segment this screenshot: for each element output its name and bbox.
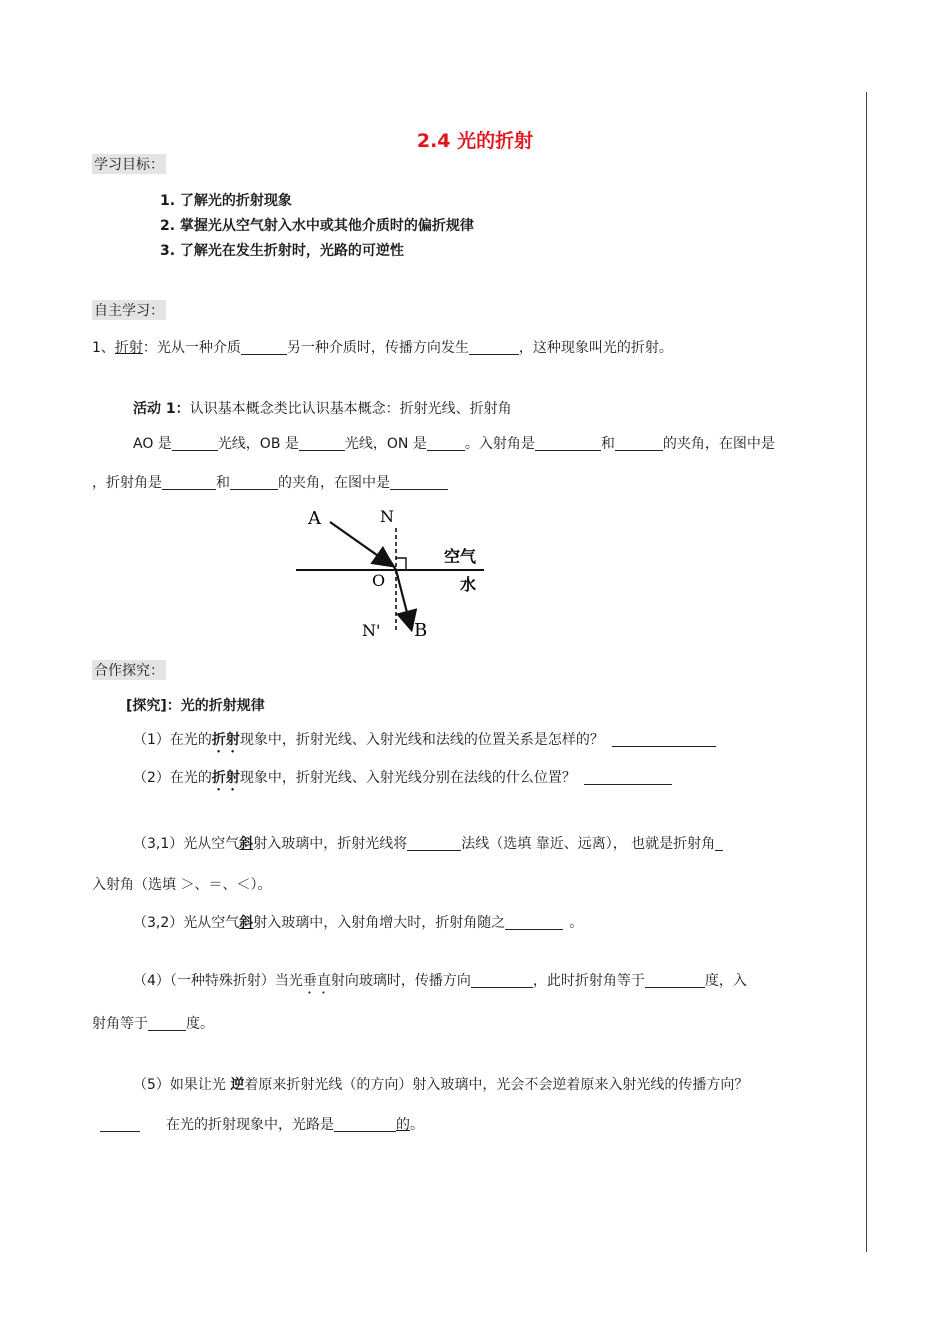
blank-refract-angle-2[interactable] — [230, 475, 278, 490]
blank-coop-q5-2[interactable] — [334, 1117, 396, 1132]
blank-coop-q4-1[interactable] — [471, 973, 533, 988]
cq4-a: （4）（一种特殊折射）当光 — [133, 973, 303, 989]
coop-subheading: [探究]：光的折射规律 — [126, 698, 265, 714]
cq1-term: 折射 — [211, 732, 240, 748]
label-b: B — [414, 620, 428, 641]
blank-coop-q5-1[interactable] — [100, 1117, 140, 1132]
margin-line — [866, 92, 867, 1252]
activity-1 — [133, 398, 512, 418]
cq31-term: 斜 — [239, 836, 254, 852]
line1-f: 的夹角，在图中是 — [662, 436, 775, 452]
blank-refracted-ray[interactable] — [299, 436, 345, 451]
blank-coop-q31-1[interactable] — [407, 836, 461, 851]
cq5-c: 在光的折射现象中，光路是 — [166, 1117, 334, 1133]
blank-coop-q31-2[interactable] — [715, 836, 723, 851]
blank-incident-ray[interactable] — [172, 436, 218, 451]
cq5-term: 逆 — [230, 1077, 245, 1093]
blank-refract-angle-1[interactable] — [162, 475, 216, 490]
self-study-q1 — [92, 337, 673, 357]
coop-q4-line1 — [133, 970, 747, 997]
blank-refract-angle-figure[interactable] — [390, 475, 448, 490]
blank-q1-2[interactable] — [469, 340, 519, 355]
coop-q31-line2: 入射角（选填 ＞、＝、＜）。 — [92, 877, 272, 893]
blank-q1-1[interactable] — [241, 340, 287, 355]
coop-q4-line2 — [92, 1013, 214, 1033]
cq32-b: 射入玻璃中，入射角增大时，折射角随之 — [253, 915, 506, 931]
line2-a: ，折射角是 — [92, 475, 162, 491]
goal-item-1: 1. 了解光的折射现象 — [160, 193, 292, 209]
blank-coop-q2[interactable] — [584, 770, 672, 785]
label-water: 水 — [460, 575, 477, 594]
cq4-e: 射角等于 — [92, 1016, 148, 1032]
blank-incident-angle-2[interactable] — [615, 436, 663, 451]
right-angle-mark — [396, 558, 406, 570]
line1-a: AO 是 — [133, 436, 172, 452]
cq2-a: （2）在光的 — [133, 770, 212, 786]
blank-normal[interactable] — [427, 436, 465, 451]
q1-text-c: ，这种现象叫光的折射。 — [518, 340, 673, 356]
cq2-term: 折射 — [211, 770, 240, 786]
cq31-b: 射入玻璃中，折射光线将 — [253, 836, 408, 852]
coop-heading: 合作探究： — [92, 660, 166, 680]
cq4-b: 射向玻璃时，传播方向 — [330, 973, 471, 989]
blank-coop-q4-3[interactable] — [148, 1016, 186, 1031]
label-n: N — [380, 507, 394, 526]
cq4-c: ，此时折射角等于 — [532, 973, 645, 989]
cq5-a: （5）如果让光 — [133, 1077, 231, 1093]
line1-d: 。入射角是 — [464, 436, 535, 452]
goal-item-2: 2. 掌握光从空气射入水中或其他介质时的偏折规律 — [160, 218, 474, 234]
cq2-b: 现象中，折射光线、入射光线分别在法线的什么位置？ — [239, 770, 576, 786]
cq4-term: 垂直 — [302, 973, 331, 989]
cq1-b: 现象中，折射光线、入射光线和法线的位置关系是怎样的？ — [239, 732, 604, 748]
concept-line-2 — [92, 472, 448, 492]
cq4-f: 度。 — [186, 1016, 214, 1032]
concept-line-1 — [133, 433, 775, 453]
line1-b: 光线，OB 是 — [217, 436, 299, 452]
cq5-e: 。 — [410, 1117, 424, 1133]
q1-text-a: ：光从一种介质 — [142, 340, 241, 356]
coop-q5-line2 — [100, 1114, 424, 1134]
refracted-ray — [396, 570, 411, 628]
line1-c: 光线，ON 是 — [344, 436, 427, 452]
cq32-a: （3,2）光从空气 — [133, 915, 240, 931]
coop-q1 — [133, 729, 716, 756]
cq31-c: 法线（选填 靠近、远离）， 也就是折射角 — [461, 836, 716, 852]
activity-label: 活动 1： — [133, 401, 190, 417]
coop-q5-line1 — [133, 1074, 748, 1094]
cq32-c: 。 — [569, 915, 584, 931]
line2-c: 的夹角，在图中是 — [278, 475, 390, 491]
self-study-heading: 自主学习： — [92, 300, 166, 320]
refraction-diagram — [292, 502, 492, 642]
line1-e: 和 — [600, 436, 615, 452]
cq5-b: 着原来折射光线（的方向）射入玻璃中，光会不会逆着原来入射光线的传播方向？ — [244, 1077, 749, 1093]
coop-q2 — [133, 767, 672, 794]
activity-text: 认识基本概念类比认识基本概念：折射光线、折射角 — [189, 401, 512, 417]
blank-incident-angle-1[interactable] — [535, 436, 601, 451]
label-o: O — [372, 571, 386, 590]
blank-coop-q1[interactable] — [612, 732, 716, 747]
cq1-a: （1）在光的 — [133, 732, 212, 748]
page-title: 2.4 光的折射 — [416, 130, 534, 152]
incident-ray — [330, 522, 391, 565]
line2-b: 和 — [216, 475, 230, 491]
q1-number: 1、 — [92, 340, 115, 356]
q1-term: 折射 — [114, 340, 143, 356]
label-air: 空气 — [444, 547, 477, 566]
q1-text-b: 另一种介质时，传播方向发生 — [286, 340, 469, 356]
goals-heading: 学习目标： — [92, 154, 166, 174]
blank-coop-q4-2[interactable] — [645, 973, 705, 988]
blank-coop-q32[interactable] — [505, 915, 563, 930]
coop-q32 — [133, 912, 583, 932]
cq31-a: （3,1）光从空气 — [133, 836, 240, 852]
cq5-d: 的 — [396, 1117, 410, 1133]
cq4-d: 度，入 — [704, 973, 747, 989]
goal-item-3: 3. 了解光在发生折射时，光路的可逆性 — [160, 243, 404, 259]
label-a: A — [308, 508, 321, 529]
label-n-prime: N' — [362, 621, 381, 640]
coop-q31-line1 — [133, 833, 723, 853]
cq32-term: 斜 — [239, 915, 254, 931]
